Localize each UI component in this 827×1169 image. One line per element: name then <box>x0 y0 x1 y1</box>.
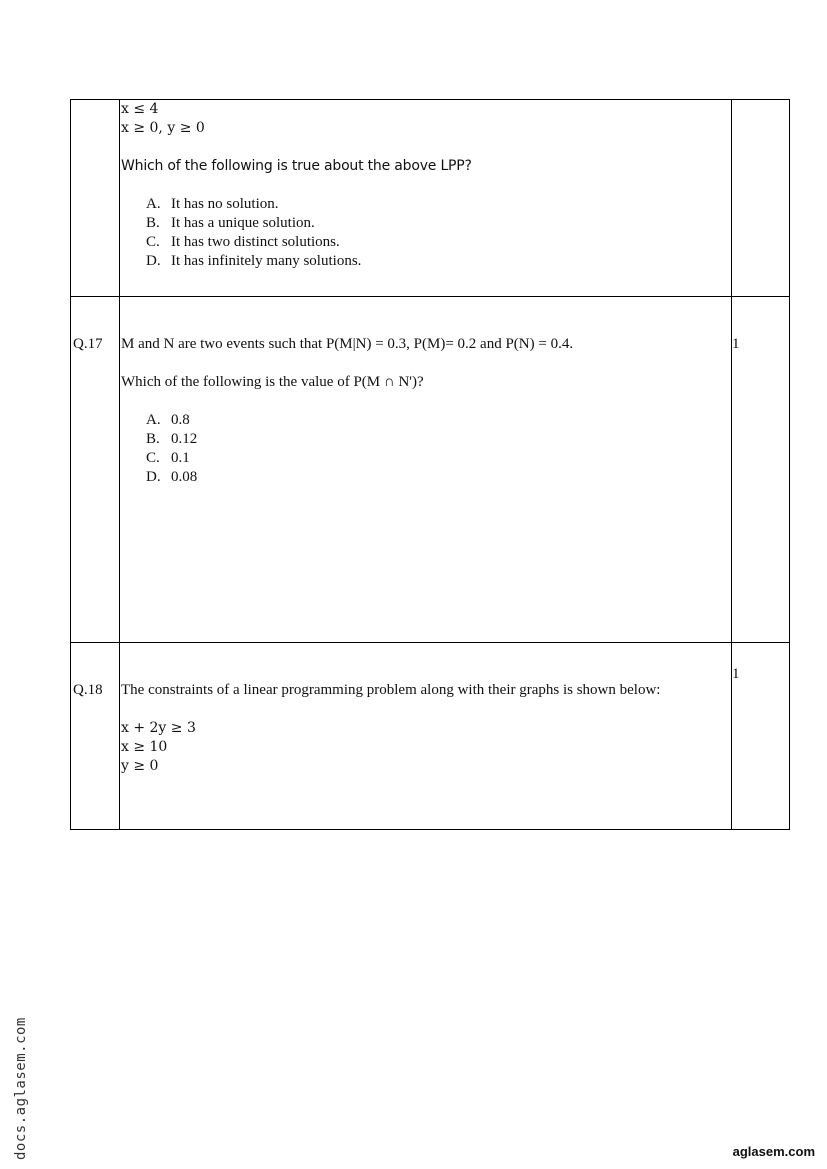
question-number: Q.18 <box>73 682 103 698</box>
question-number-cell <box>71 643 120 830</box>
question-statement: M and N are two events such that P(M|N) = 0.3, P(M)= 0.2 and P(N) = 0.4. <box>121 336 574 352</box>
question-statement: The constraints of a linear programming problem along with their graphs is shown below: <box>121 682 661 698</box>
option-item: B. 0.12 <box>146 431 198 447</box>
constraint-line: x ≤ 4 <box>121 101 159 117</box>
question-text: Which of the following is true about the above LPP? <box>121 158 472 174</box>
question-content-cell <box>120 297 732 643</box>
constraint-line: x ≥ 0, y ≥ 0 <box>121 120 205 136</box>
options-list <box>121 411 731 487</box>
constraint-line: x + 2y ≥ 3 <box>121 720 196 736</box>
question-table <box>70 99 790 830</box>
option-item: D. 0.08 <box>146 469 198 485</box>
options-list <box>121 195 731 271</box>
constraint-line: x ≥ 10 <box>121 739 168 755</box>
question-number-cell <box>71 100 120 297</box>
marks-cell <box>732 297 790 643</box>
question-number: Q.17 <box>73 336 103 352</box>
question-row-18 <box>71 643 790 830</box>
marks-cell <box>732 643 790 830</box>
option-item: C. 0.1 <box>146 450 190 466</box>
constraint-line: y ≥ 0 <box>121 758 159 774</box>
question-content-cell <box>120 100 732 297</box>
corner-watermark: aglasem.com <box>732 1144 815 1159</box>
question-row-16-continued <box>71 100 790 297</box>
option-item: D. It has infinitely many solutions. <box>146 253 362 269</box>
marks-cell <box>732 100 790 297</box>
option-item: A. It has no solution. <box>146 196 279 212</box>
question-content-cell <box>120 643 732 830</box>
option-item: A. 0.8 <box>146 412 190 428</box>
option-item: C. It has two distinct solutions. <box>146 234 340 250</box>
question-number-cell <box>71 297 120 643</box>
marks-value: 1 <box>732 666 740 682</box>
option-item: B. It has a unique solution. <box>146 215 315 231</box>
question-row-17 <box>71 297 790 643</box>
question-text: Which of the following is the value of P(M ∩ N')? <box>121 374 424 390</box>
marks-value: 1 <box>732 336 740 352</box>
side-watermark: docs.aglasem.com <box>13 1017 29 1160</box>
